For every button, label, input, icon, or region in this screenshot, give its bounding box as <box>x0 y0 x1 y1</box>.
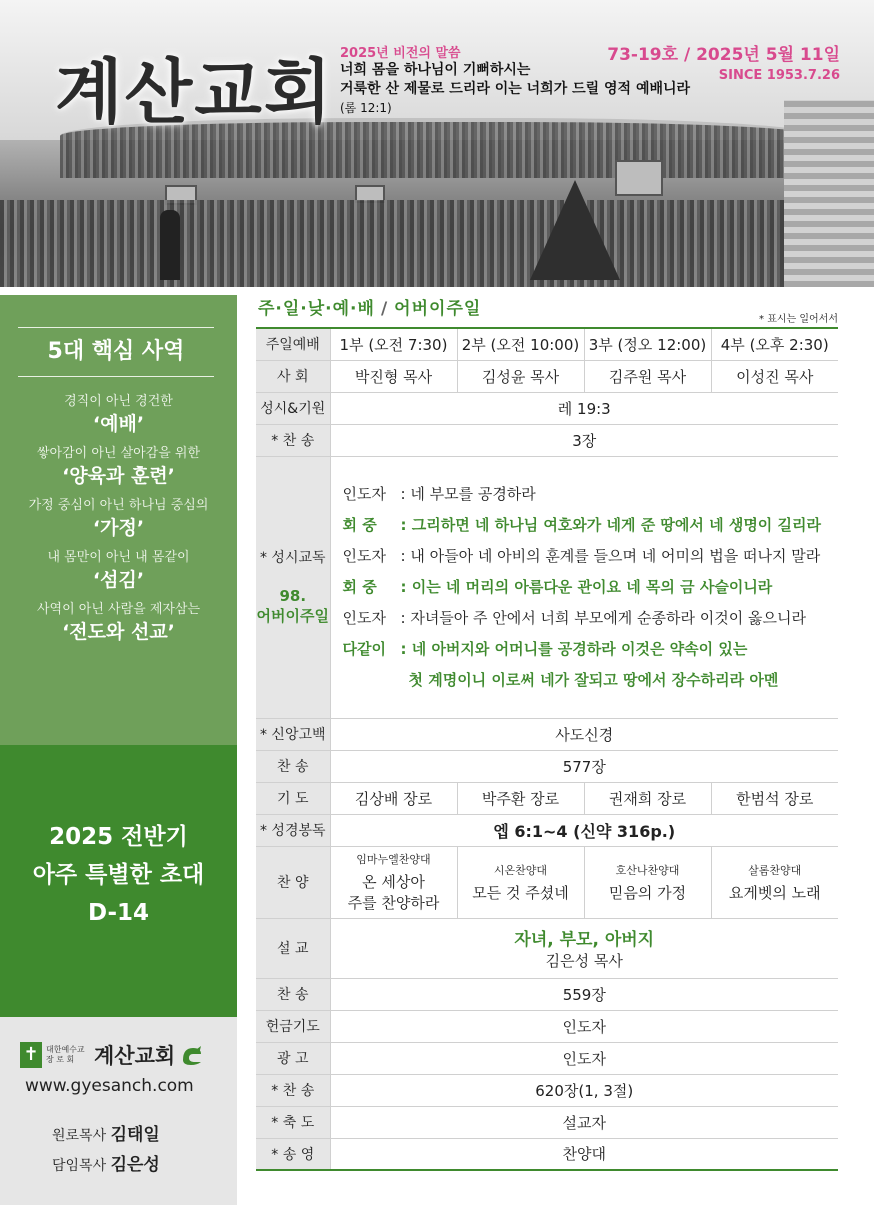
row-label <box>256 456 330 718</box>
row-value: 559장 <box>330 978 838 1010</box>
prayer-name: 권재희 장로 <box>584 782 711 814</box>
anthem-title: 온 세상아 <box>362 873 425 891</box>
reading-text: 자녀들아 주 안에서 너희 부모에게 순종하라 이것이 옳으니라 <box>410 608 806 627</box>
table-row <box>256 846 838 918</box>
row-label: 헌금기도 <box>256 1010 330 1042</box>
ministry-name: ‘가정’ <box>92 517 145 539</box>
row-value: 인도자 <box>330 1042 838 1074</box>
leader-name: 김성윤 목사 <box>457 360 584 392</box>
service-time: 1부 (오전 7:30) <box>330 328 457 360</box>
campaign-banner <box>0 818 237 932</box>
ministry-desc: 가정 중심이 아닌 하나님 중심의 <box>28 498 209 513</box>
church-emblem-icon <box>179 1044 203 1066</box>
senior-pastor <box>52 1150 160 1175</box>
denomination-label <box>46 1045 92 1065</box>
ministry-desc: 경직이 아닌 경건한 <box>64 394 173 409</box>
denomination-line-2: 장 로 회 <box>46 1055 75 1064</box>
row-label: 찬 송 <box>256 978 330 1010</box>
sanctuary-tree-shape <box>530 180 620 280</box>
speaker: 인도자 <box>342 608 386 627</box>
row-label: 광 고 <box>256 1042 330 1074</box>
campaign-line-2: 아주 특별한 초대 <box>32 862 205 888</box>
table-row <box>256 750 838 782</box>
leader-name: 김주원 목사 <box>584 360 711 392</box>
row-label: 주일예배 <box>256 328 330 360</box>
table-row <box>256 1010 838 1042</box>
speaker: 회 중 <box>342 577 377 596</box>
denomination-line-1: 대한예수교 <box>46 1045 85 1054</box>
row-value: 사도신경 <box>330 718 838 750</box>
sanctuary-photo-congregation <box>0 200 874 287</box>
ministry-list <box>0 393 237 653</box>
sanctuary-photo-wall <box>784 100 874 287</box>
row-label: * 신앙고백 <box>256 718 330 750</box>
row-label: * 축 도 <box>256 1106 330 1138</box>
leader-name: 박진형 목사 <box>330 360 457 392</box>
row-label: 찬 송 <box>256 750 330 782</box>
service-subtitle: 어버이주일 <box>394 299 482 319</box>
verse-line-1: 너희 몸을 하나님이 기뻐하시는 <box>340 62 531 78</box>
choir-name: 살롬찬양대 <box>748 863 802 877</box>
ministry-desc: 사역이 아닌 사람을 제자삼는 <box>36 602 201 617</box>
table-row <box>256 1138 838 1170</box>
reading-text: 네 아버지와 어머니를 공경하라 이것은 약속이 있는 <box>411 639 748 658</box>
service-time: 4부 (오후 2:30) <box>711 328 838 360</box>
ministry-desc: 쌓아감이 아닌 살아감을 위한 <box>36 446 201 461</box>
reading-number: 98. <box>279 587 307 605</box>
ministry-name: ‘섬김’ <box>92 569 145 591</box>
campaign-line-1: 2025 전반기 <box>49 824 188 850</box>
table-row <box>256 782 838 814</box>
sidebar-title: 5대 핵심 사역 <box>18 327 214 377</box>
row-label: * 찬 송 <box>256 424 330 456</box>
table-row <box>256 814 838 846</box>
reading-line: 회 중 : 이는 네 머리의 아름다운 관이요 네 목의 금 사슬이니라 <box>343 572 839 603</box>
reading-text: 네 부모를 공경하라 <box>410 484 536 503</box>
church-logo <box>20 1040 203 1070</box>
row-value: 찬양대 <box>330 1138 838 1170</box>
sanctuary-preacher <box>160 210 180 280</box>
anthem-cell <box>584 846 711 918</box>
anthem-title: 믿음의 가정 <box>608 883 687 902</box>
anthem-title: 주를 찬양하라 <box>347 894 440 912</box>
reading-title: 어버이주일 <box>256 607 329 625</box>
verse-line-2: 거룩한 산 제물로 드리라 이는 너희가 드릴 영적 예배니라 <box>340 81 691 97</box>
row-label: 사 회 <box>256 360 330 392</box>
reading-line: 회 중 : 그리하면 네 하나님 여호와가 네게 준 땅에서 네 생명이 길리라 <box>343 510 839 541</box>
pastor-name: 김태일 <box>110 1125 160 1145</box>
reading-text: 이는 네 머리의 아름다운 관이요 네 목의 금 사슬이니라 <box>411 577 773 596</box>
pastor-role: 담임목사 <box>52 1158 107 1174</box>
church-title: 계산교회 <box>55 51 334 133</box>
reading-line: 다같이 : 네 아버지와 어머니를 공경하라 이것은 약속이 있는 <box>343 634 839 665</box>
row-label: 찬 양 <box>256 846 330 918</box>
row-value: 3장 <box>330 424 838 456</box>
anthem-cell <box>711 846 838 918</box>
table-row <box>256 1106 838 1138</box>
table-row <box>256 328 838 360</box>
reading-line: 인도자 : 내 아들아 네 아비의 훈계를 들으며 네 어미의 법을 떠나지 말라 <box>343 541 839 572</box>
ministry-name: ‘양육과 훈련’ <box>62 465 175 487</box>
speaker: 회 중 <box>342 515 377 534</box>
prayer-name: 박주환 장로 <box>457 782 584 814</box>
speaker: 인도자 <box>342 546 386 565</box>
table-row <box>256 718 838 750</box>
table-row <box>256 918 838 978</box>
ministry-name: ‘예배’ <box>92 413 145 435</box>
table-row <box>256 456 838 718</box>
reading-text: 내 아들아 네 아비의 훈계를 들으며 네 어미의 법을 떠나지 말라 <box>410 546 821 565</box>
reading-line: 인도자 : 네 부모를 공경하라 <box>343 479 839 510</box>
pastor-role: 원로목사 <box>52 1128 107 1144</box>
row-value: 620장(1, 3절) <box>330 1074 838 1106</box>
table-row <box>256 392 838 424</box>
preacher-name: 김은성 목사 <box>545 952 623 970</box>
row-label: * 성경봉독 <box>256 814 330 846</box>
reading-text: 그리하면 네 하나님 여호와가 네게 준 땅에서 네 생명이 길리라 <box>411 515 821 534</box>
header-banner <box>0 0 874 287</box>
verse-reference: (롬 12:1) <box>340 101 392 115</box>
service-time: 3부 (정오 12:00) <box>584 328 711 360</box>
responsive-reading <box>330 456 838 718</box>
row-value: 설교자 <box>330 1106 838 1138</box>
table-row <box>256 424 838 456</box>
reading-text: 첫 계명이니 이로써 네가 잘되고 땅에서 장수하리라 아멘 <box>408 670 779 689</box>
table-row <box>256 978 838 1010</box>
vision-heading: 2025년 비전의 말씀 <box>340 46 461 61</box>
church-website[interactable]: www.gyesanch.com <box>25 1076 194 1096</box>
row-label: 기 도 <box>256 782 330 814</box>
stand-note: * 표시는 일어서서 <box>759 314 838 325</box>
issue-date: 73-19호 / 2025년 5월 11일 <box>607 45 840 65</box>
reading-line: 인도자 : 자녀들아 주 안에서 너희 부모에게 순종하라 이것이 옳으니라 <box>343 603 839 634</box>
service-title: 주·일·낮·예·배 <box>258 299 375 319</box>
campaign-countdown: D-14 <box>87 900 150 926</box>
row-label: * 송 영 <box>256 1138 330 1170</box>
sermon-cell <box>330 918 838 978</box>
since-date: SINCE 1953.7.26 <box>718 68 840 83</box>
reading-label: * 성시교독 <box>259 550 326 566</box>
table-row <box>256 1042 838 1074</box>
anthem-title: 모든 것 주셨네 <box>472 883 569 902</box>
choir-name: 호산나찬양대 <box>615 863 680 877</box>
anthem-cell <box>330 846 457 918</box>
prayer-name: 김상배 장로 <box>330 782 457 814</box>
row-label: 성시&기원 <box>256 392 330 424</box>
table-row <box>256 1074 838 1106</box>
row-label: 설 교 <box>256 918 330 978</box>
ministry-desc: 내 몸만이 아닌 내 몸같이 <box>47 550 190 565</box>
prayer-name: 한범석 장로 <box>711 782 838 814</box>
sanctuary-screen-right <box>615 160 663 196</box>
choir-name: 임마누엘찬양대 <box>356 853 431 866</box>
row-value: 레 19:3 <box>330 392 838 424</box>
table-row <box>256 360 838 392</box>
pastor-emeritus <box>52 1120 160 1145</box>
choir-name: 시온찬양대 <box>493 863 548 877</box>
heading-divider: / <box>380 299 389 319</box>
scripture-reference: 엡 6:1~4 (신약 316p.) <box>330 814 838 846</box>
service-heading <box>258 294 481 319</box>
logo-church-name: 계산교회 <box>94 1044 176 1068</box>
pastor-name: 김은성 <box>110 1155 160 1175</box>
cross-icon: ✝ <box>20 1042 42 1068</box>
ministry-name: ‘전도와 선교’ <box>62 621 175 643</box>
speaker: 다같이 <box>342 639 386 658</box>
reading-line <box>343 665 839 696</box>
sermon-title: 자녀, 부모, 아버지 <box>514 930 655 950</box>
row-label: * 찬 송 <box>256 1074 330 1106</box>
anthem-title: 요게벳의 노래 <box>728 883 821 902</box>
speaker: 인도자 <box>342 484 386 503</box>
row-value: 인도자 <box>330 1010 838 1042</box>
service-time: 2부 (오전 10:00) <box>457 328 584 360</box>
leader-name: 이성진 목사 <box>711 360 838 392</box>
anthem-cell <box>457 846 584 918</box>
row-value: 577장 <box>330 750 838 782</box>
order-of-service-table <box>256 327 838 1171</box>
